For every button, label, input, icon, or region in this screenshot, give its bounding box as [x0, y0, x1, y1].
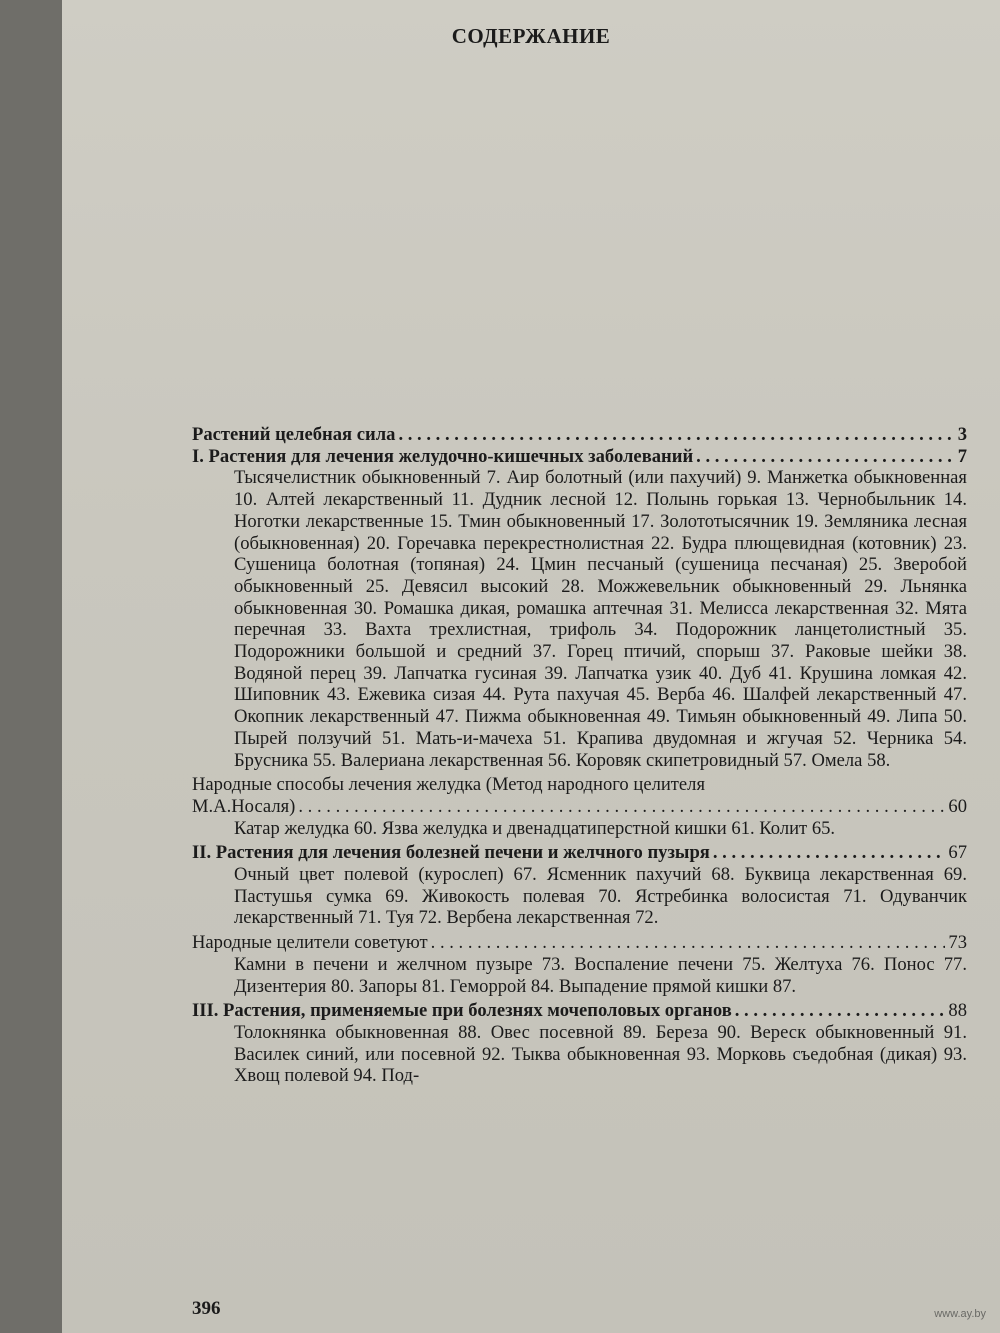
toc-entry-page: 73 — [948, 932, 967, 954]
toc-entry-section-2 — [192, 842, 967, 929]
dot-leader — [713, 842, 946, 864]
toc-entry-title-line: Народные способы лечения желудка (Метод народного целителя — [192, 774, 706, 796]
toc-entry-page: 3 — [957, 424, 967, 445]
section-contents: Катар желудка 60. Язва желудка и двенадцатиперстной кишки 61. Колит 65. — [234, 817, 836, 839]
page-number: 396 — [192, 1298, 221, 1319]
toc-entry-section-1 — [192, 446, 967, 772]
section-contents: Камни в печени и желчном пузыре 73. Воспаление печени 75. Желтуха 76. Понос 77. Дизентерия 80. Запоры 81. Геморрой 84. Выпадение прямой кишки 87. — [234, 953, 967, 997]
dot-leader — [298, 796, 945, 818]
section-contents: Очный цвет полевой (курослеп) 67. Ясменник пахучий 68. Буквица лекарственная 69. Пастушья сумка 69. Живокость полевая 70. Ястребинка волосистая 71. Одуванчик лекарственный 71. Туя 72. Вербена лекарственная 72. — [234, 864, 967, 929]
toc-entry-title-line: М.А.Носаля) — [192, 795, 296, 817]
table-of-contents — [192, 424, 967, 1090]
toc-entry-page: 88 — [948, 1000, 967, 1022]
book-page — [62, 0, 1000, 1333]
toc-entry-page: 7 — [957, 445, 967, 467]
watermark: www.ay.by — [934, 1308, 986, 1320]
section-heading: I. Растения для лечения желудочно-кишечных заболеваний — [192, 445, 694, 467]
page-title: СОДЕРЖАНИЕ — [451, 24, 611, 48]
toc-entry-title: Растений целебная сила — [192, 424, 396, 445]
toc-entry-intro — [192, 424, 967, 446]
toc-entry-folk-advice — [192, 932, 967, 997]
dot-leader — [696, 446, 955, 468]
section-contents: Тысячелистник обыкновенный 7. Аир болотный (или пахучий) 9. Манжетка обыкновенная 10. Алтей лекарственный 11. Дудник лесной 12. Полынь горькая 13. Чернобыльник 14. Ноготки лекарственные 15. Тмин обыкновенный 17. Золототысячник 19. Земляника лесная (обыкновенная) 20. Горечавка перекрестнолистная 22. Будра плющевидная (котовник) 23. Сушеница болотная (топяная) 24. Цмин песчаный (сушеница песчаная) 25. Зверобой обыкновенный 25. Девясил высокий 28. Можжевельник обыкновенный 29. Льнянка обыкновенная 30. Ромашка дикая, ромашка аптечная 31. Мелисса лекарственная 32. Мята перечная 33. Вахта трехлистная, трифоль 34. Подорожник ланцетолистный 35. Подорожники большой и средний 37. Горец птичий, спорыш 37. Раковые шейки 38. Водяной перец 39. Лапчатка гусиная 39. Лапчатка узик 40. Дуб 41. Крушина ломкая 42. Шиповник 43. Ежевика сизая 44. Рута пахучая 45. Верба 46. Шалфей лекарственный 47. Окопник лекарственный 47. Пижма обыкновенная 49. Тимьян обыкновенный 49. Липа 50. Пырей ползучий 51. Мать-и-мачеха 51. Крапива двудомная и жгучая 52. Черника 54. Брусника 55. Валериана лекарственная 56. Коровяк скипетровидный 57. Омела 58. — [234, 467, 967, 771]
toc-entry-section-3 — [192, 1000, 967, 1087]
toc-entry-page: 60 — [948, 795, 967, 817]
toc-entry-page: 67 — [948, 842, 967, 864]
dot-leader — [398, 424, 954, 446]
section-heading: II. Растения для лечения болезней печени и желчного пузыря — [192, 842, 710, 864]
dot-leader — [431, 932, 946, 954]
section-contents: Толокнянка обыкновенная 88. Овес посевной 89. Береза 90. Вереск обыкновенный 91. Василек синий, или посевной 92. Тыква обыкновенная 93. Морковь съедобная (дикая) 93. Хвощ полевой 94. Под- — [234, 1021, 967, 1087]
dot-leader — [735, 1000, 946, 1022]
toc-entry-folk-methods — [192, 774, 967, 839]
section-heading: III. Растения, применяемые при болезнях мочеполовых органов — [192, 1000, 732, 1022]
toc-entry-title: Народные целители советуют — [192, 932, 428, 954]
